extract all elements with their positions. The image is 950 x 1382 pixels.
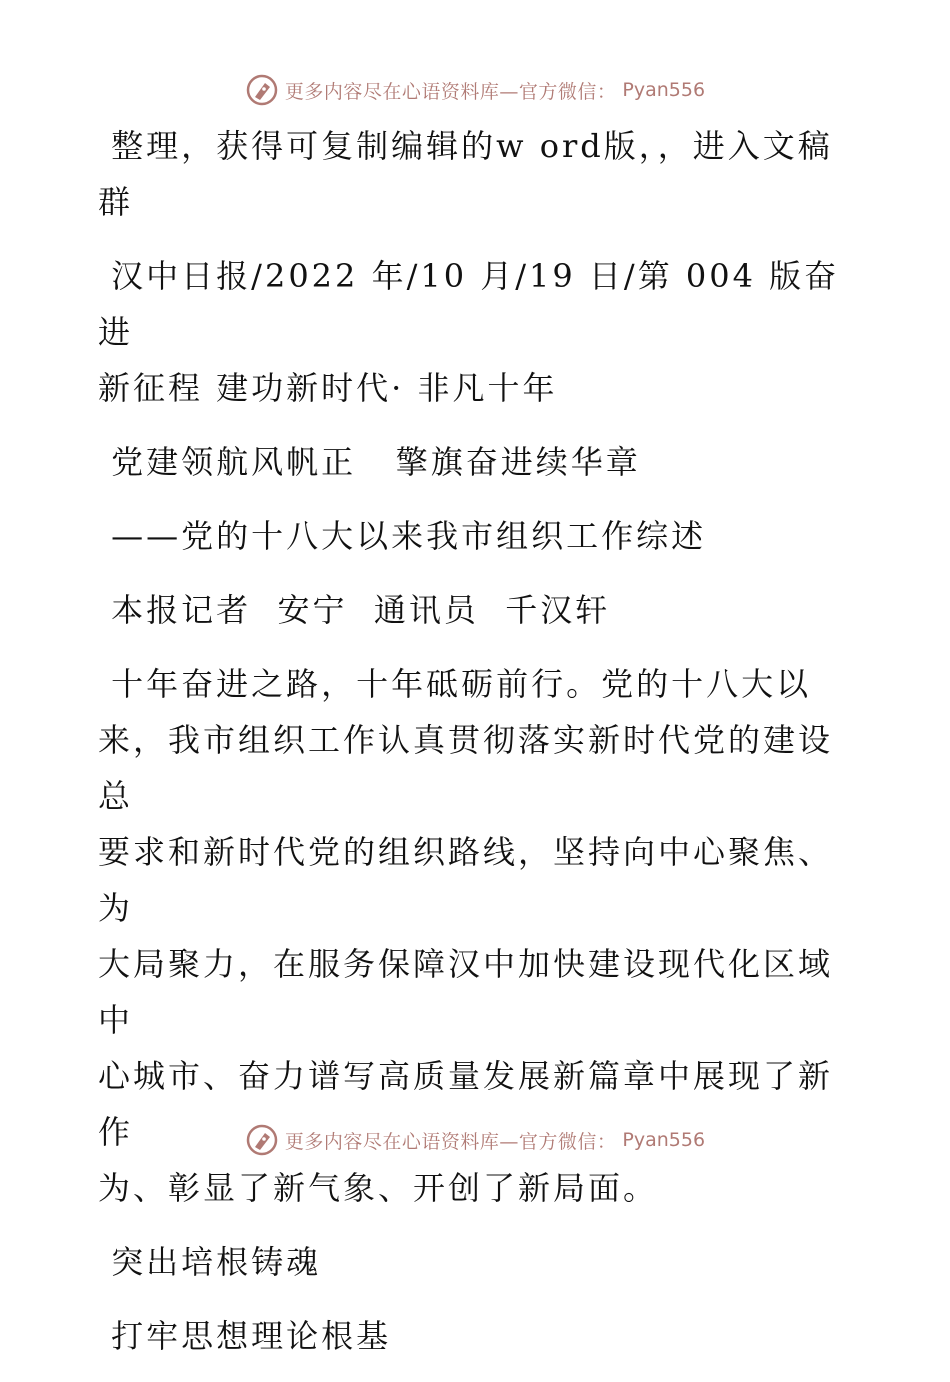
text-line: ——党的十八大以来我市组织工作综述 [98, 517, 707, 555]
header-watermark [0, 68, 950, 112]
section-subheading [98, 1308, 858, 1364]
document-body [98, 118, 858, 1382]
article-subtitle [98, 508, 858, 564]
pen-nib-circle-icon [245, 73, 279, 107]
watermark-text: 更多内容尽在心语资料库—官方微信： [284, 1130, 617, 1153]
text-line: 为、彰显了新气象、开创了新局面。 [98, 1169, 659, 1207]
pen-nib-circle-icon [245, 1123, 279, 1157]
text-line: 本报记者 安宁 通讯员 千汉轩 [98, 591, 611, 629]
intro-paragraph [98, 118, 858, 230]
source-line [98, 248, 858, 416]
text-line: 党建领航风帆正 擎旗奋进续华章 [98, 443, 641, 481]
text-line: 大局聚力，在服务保障汉中加快建设现代化区域中 [98, 945, 834, 1039]
text-line: 要求和新时代党的组织路线，坚持向中心聚焦、为 [98, 833, 834, 927]
text-line: 汉中日报/2022 年/10 月/19 日/第 004 版奋进 [98, 257, 840, 351]
text-line: 新征程 建功新时代· 非凡十年 [98, 369, 558, 407]
text-line: 整理，获得可复制编辑的w ord版，，进入文稿 [98, 127, 833, 165]
byline [98, 582, 858, 638]
footer-watermark [0, 1118, 950, 1162]
article-title [98, 434, 858, 490]
text-line: 突出培根铸魂 [98, 1243, 322, 1281]
text-line: 群 [98, 183, 134, 221]
watermark-wechat: Pyan556 [622, 79, 706, 101]
text-line: 十年奋进之路，十年砥砺前行。党的十八大以 [98, 665, 812, 703]
text-line: 来，我市组织工作认真贯彻落实新时代党的建设总 [98, 721, 834, 815]
text-line: 心城市、奋力谱写高质量发展新篇章中展现了新作 [98, 1057, 834, 1151]
section-heading [98, 1234, 858, 1290]
text-line: 打牢思想理论根基 [98, 1317, 392, 1355]
watermark-wechat: Pyan556 [622, 1129, 706, 1151]
watermark-text: 更多内容尽在心语资料库—官方微信： [284, 80, 617, 103]
